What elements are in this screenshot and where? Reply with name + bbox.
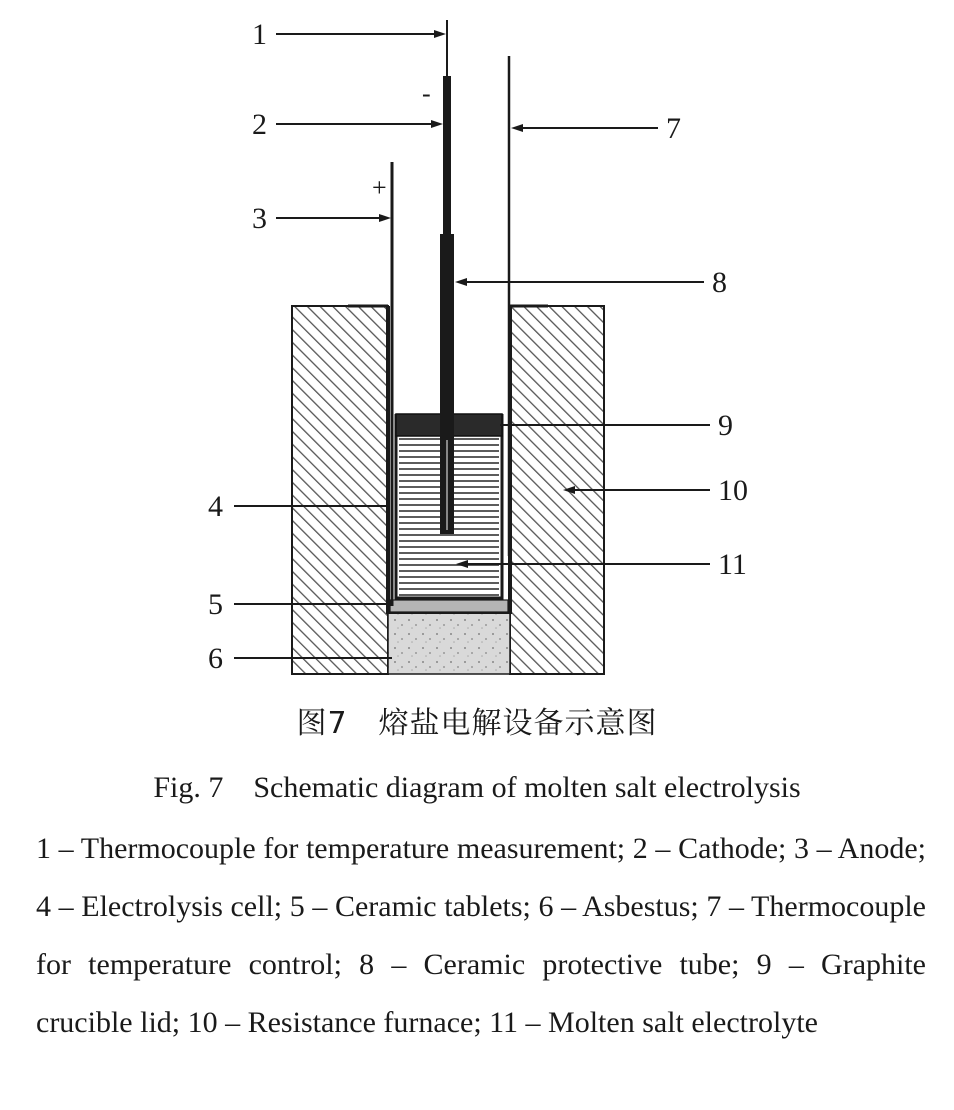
asbestus-base [388,612,510,674]
figure-legend: 1 – Thermocouple for temperature measurement; 2 – Cathode; 3 – Anode; 4 – Electrolysis cell; 5 – Ceramic tablets; 6 – Asbestus; 7 – Thermocouple for temperature control; 8 – Ceramic protective tube; 9 – Graphite crucible lid; 10 – Resistance furnace; 11 – Molten salt electrolyte [36,832,926,1039]
callout-5: 5 [208,588,223,621]
figure-caption-english: Fig. 7 Schematic diagram of molten salt electrolysis [153,771,801,804]
callout-4: 4 [208,490,223,523]
callout-10: 10 [718,474,748,507]
cathode [443,76,451,236]
callout-9: 9 [718,409,733,442]
callout-1: 1 [252,18,267,51]
callout-6: 6 [208,642,223,675]
callout-7: 7 [666,112,681,145]
callout-3: 3 [252,202,267,235]
callout-8: 8 [712,266,727,299]
ceramic-tablets [390,600,508,612]
callout-11: 11 [718,548,747,581]
figure-caption-chinese: 图7 熔盐电解设备示意图 [296,706,658,741]
cathode-sign: - [422,79,431,108]
callout-2: 2 [252,108,267,141]
anode-sign: + [372,173,387,202]
